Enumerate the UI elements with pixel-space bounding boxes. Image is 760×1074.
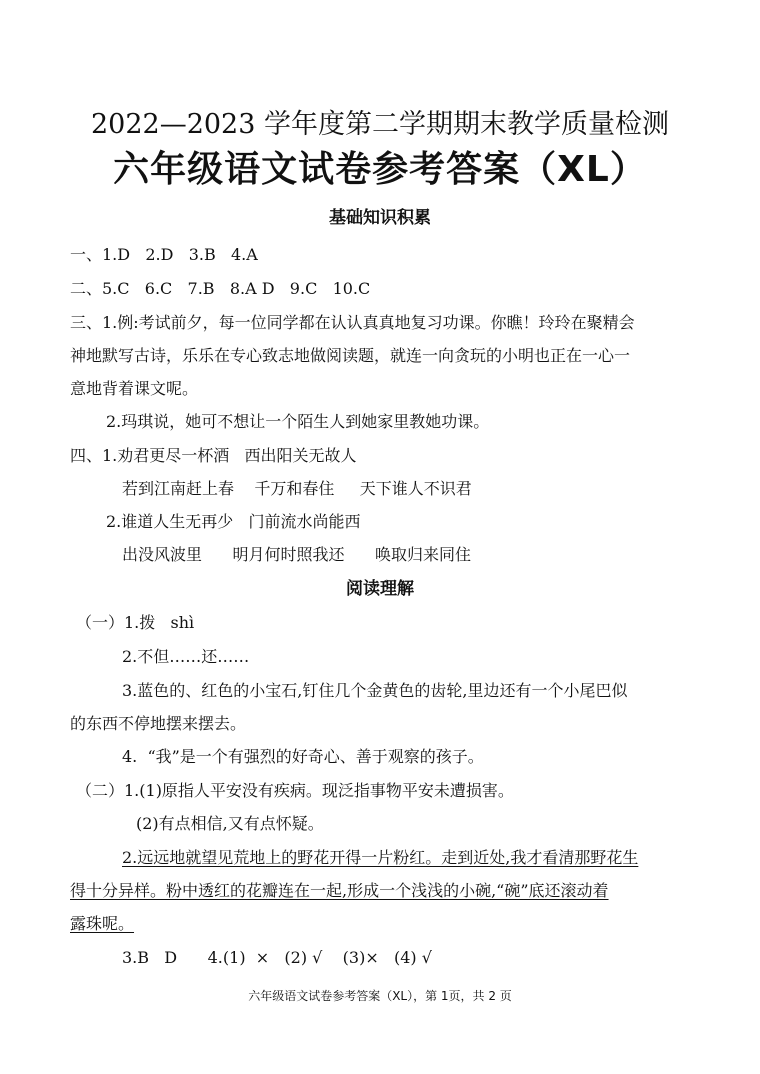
reading1-item3-line1: 3.蓝色的、红色的小宝石,钉住几个金黄色的齿轮,里边还有一个小尾巴似	[122, 681, 628, 700]
reading2-item2-line2: 得十分异样。粉中透红的花瓣连在一起,形成一个浅浅的小碗,“碗”底还滚动着	[70, 881, 609, 900]
answer-part3-item2: 2.玛琪说，她可不想让一个陌生人到她家里教她功课。	[106, 412, 490, 431]
answer-part4-line2: 若到江南赶上春 千万和春住 天下谁人不识君	[122, 479, 472, 498]
reading2-item3-4: 3.B D 4.(1) × (2) √ (3)× (4) √	[122, 948, 432, 967]
section-basic-knowledge: 基础知识积累	[329, 208, 431, 228]
answer-key-title: 六年级语文试卷参考答案（XL）	[113, 149, 647, 190]
reading1-item3-line2: 的东西不停地摆来摆去。	[70, 714, 247, 733]
answer-part2: 二、5.C 6.C 7.B 8.A D 9.C 10.C	[70, 279, 371, 298]
answer-part4-line1: 四、1.劝君更尽一杯酒 西出阳关无故人	[70, 446, 357, 465]
reading2-item2-line1: 2.远远地就望见荒地上的野花开得一片粉红。走到近处,我才看清那野花生	[122, 848, 639, 867]
answer-part3-line2: 神地默写古诗，乐乐在专心致志地做阅读题，就连一向贪玩的小明也正在一心一	[70, 346, 631, 365]
reading2-item2-line3: 露珠呢。	[70, 914, 135, 933]
reading2-item1-part1: （二）1.(1)原指人平安没有疾病。现泛指事物平安未遭损害。	[76, 781, 514, 800]
reading1-item1: （一）1.拨 shì	[76, 613, 195, 632]
answer-part3-line3: 意地背着课文呢。	[70, 379, 199, 398]
answer-part1: 一、1.D 2.D 3.B 4.A	[70, 245, 258, 264]
page-footer: 六年级语文试卷参考答案（XL），第 1页，共 2 页	[248, 989, 512, 1003]
answer-part3-line1: 三、1.例:考试前夕，每一位同学都在认认真真地复习功课。你瞧！玲玲在聚精会	[70, 313, 635, 332]
answer-part4-line3: 2.谁道人生无再少 门前流水尚能西	[106, 512, 361, 531]
section-reading: 阅读理解	[346, 579, 414, 599]
reading2-item1-part2: (2)有点相信,又有点怀疑。	[136, 814, 324, 833]
answer-part4-line4: 出没风波里 明月何时照我还 唤取归来同住	[122, 545, 472, 564]
exam-period-title: 2022—2023 学年度第二学期期末教学质量检测	[90, 109, 669, 140]
reading1-item2: 2.不但……还……	[122, 647, 250, 666]
reading1-item4: 4. “我”是一个有强烈的好奇心、善于观察的孩子。	[122, 747, 484, 766]
